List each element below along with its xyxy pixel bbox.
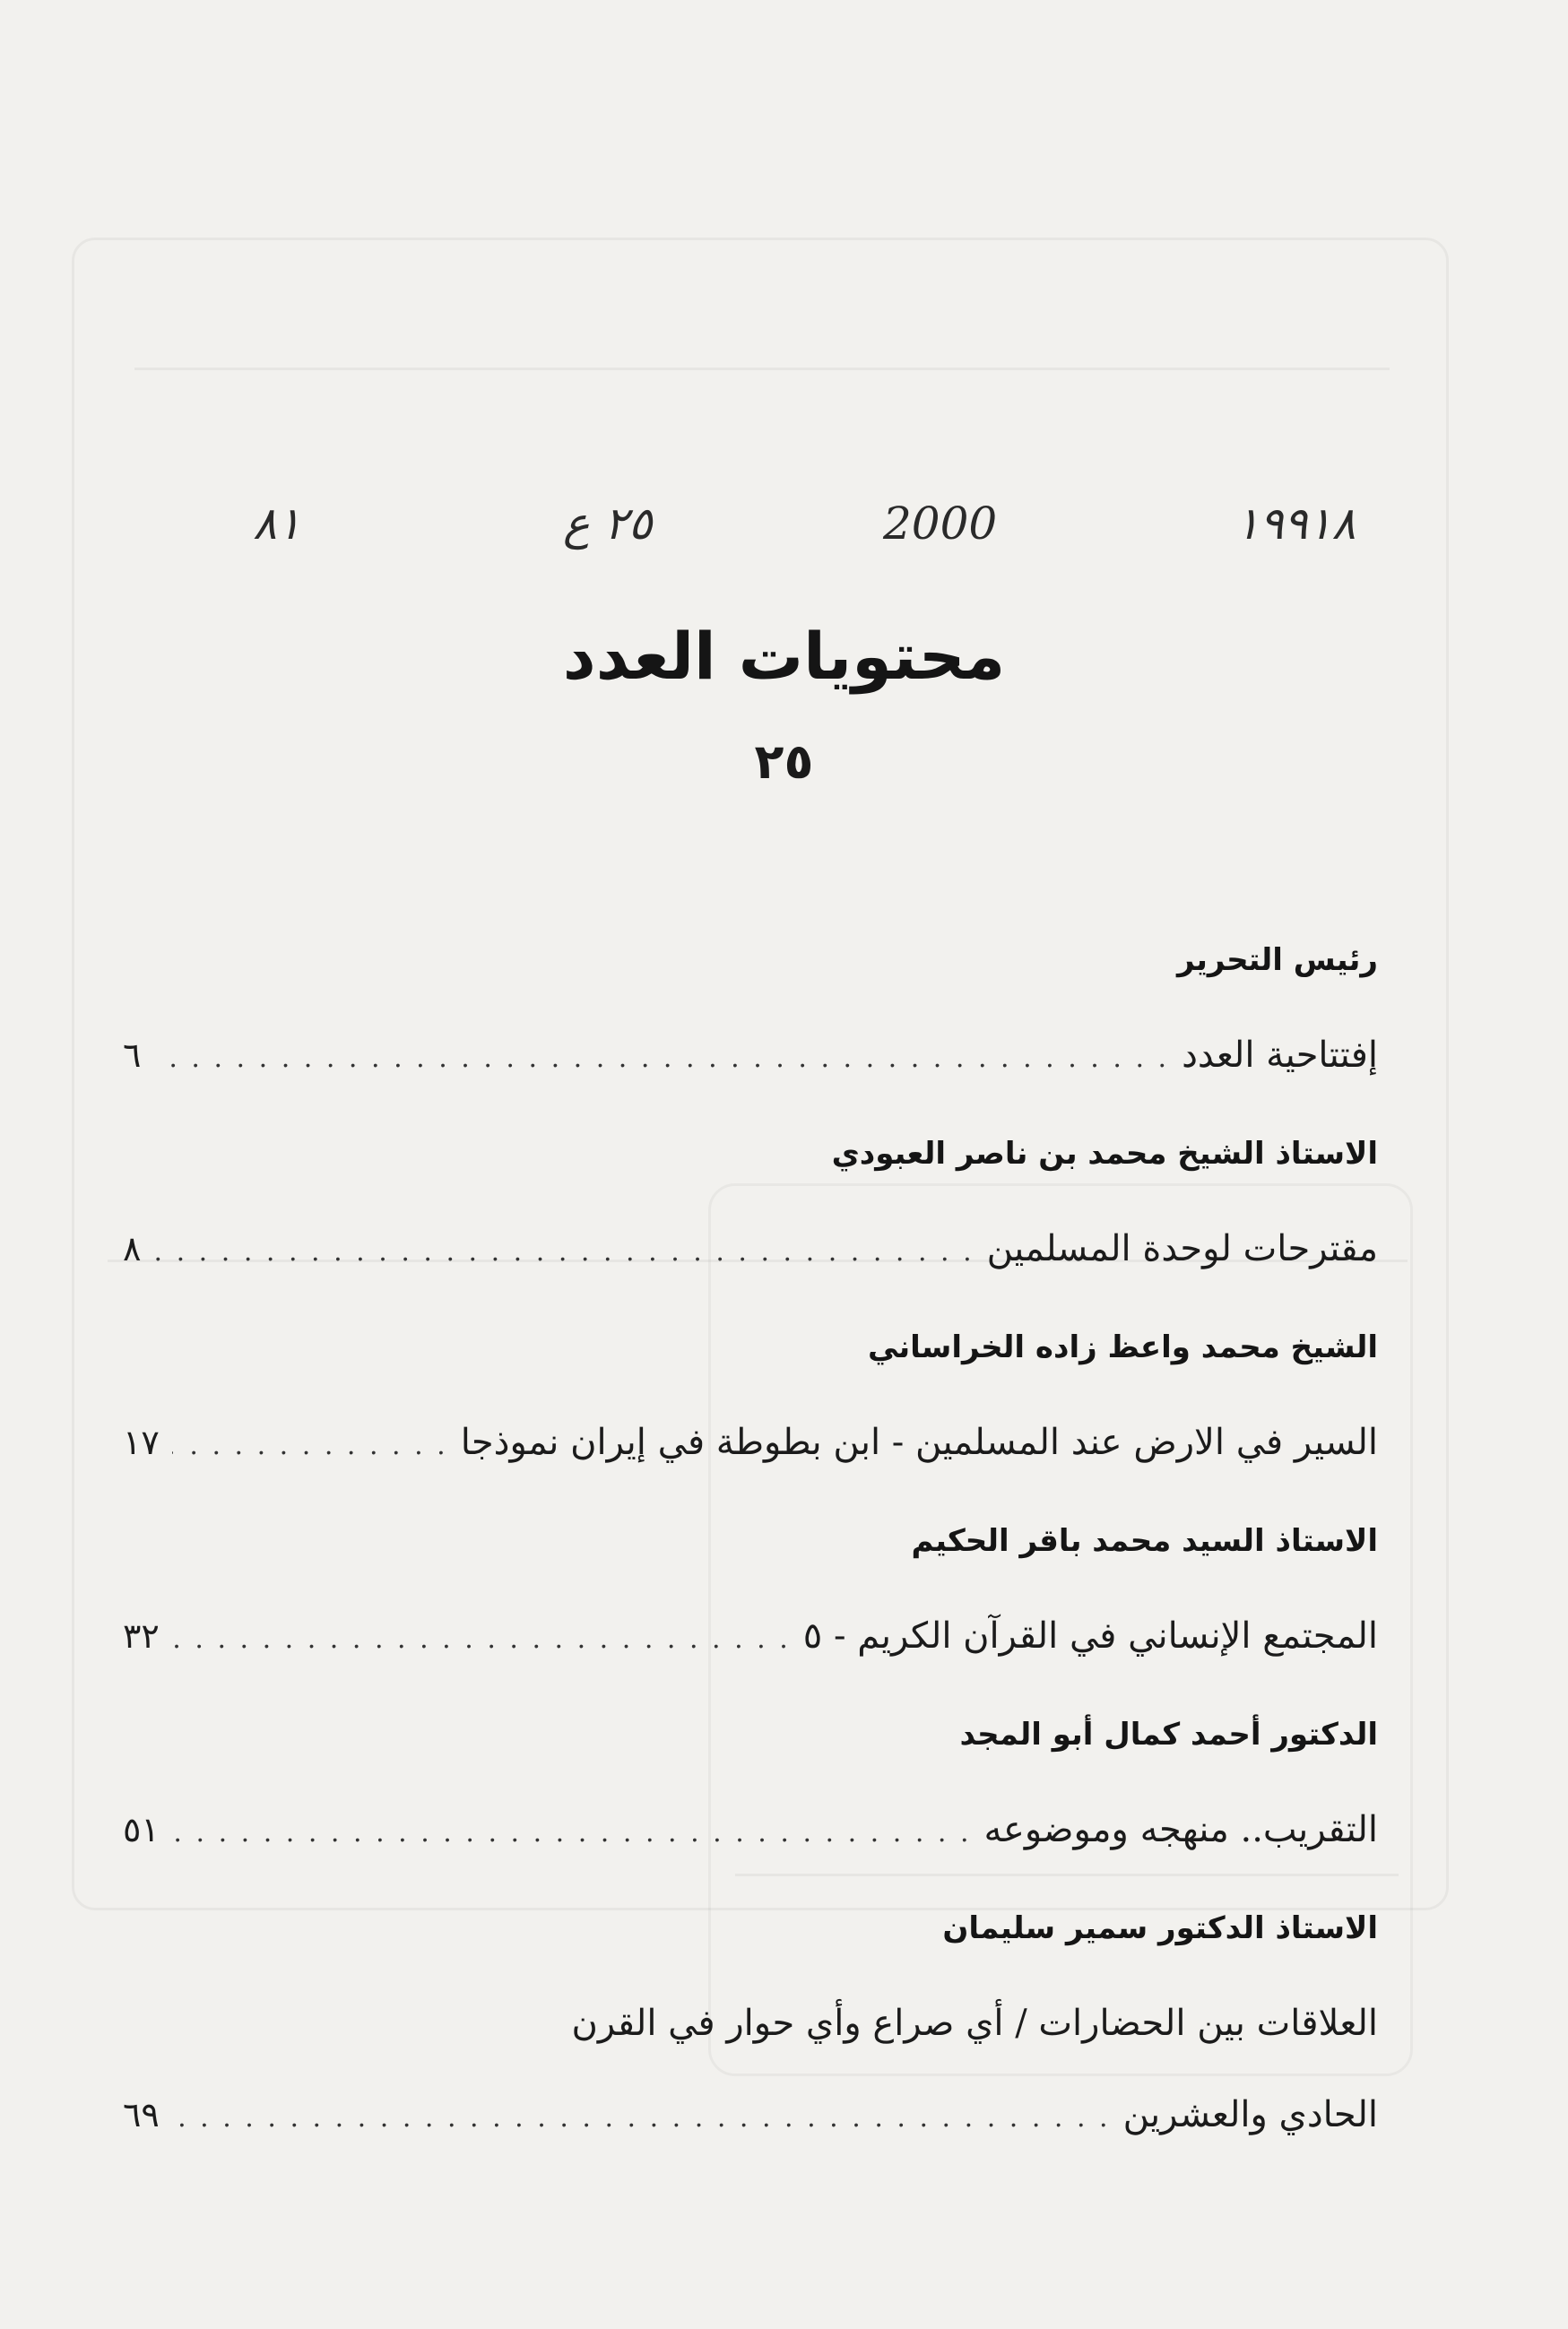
toc-entry-title: مقترحات لوحدة المسلمين	[986, 1228, 1378, 1269]
toc-entry[interactable]	[123, 1221, 1378, 1277]
toc-entry-title: الحادي والعشرين	[1122, 2094, 1378, 2135]
toc-entry-title: التقريب.. منهجه وموضوعه	[983, 1809, 1378, 1850]
handwritten-volume: ٢٥ ع	[563, 498, 653, 550]
toc-entry[interactable]	[123, 2087, 1378, 2143]
toc-entry[interactable]	[123, 1608, 1378, 1664]
handwritten-code: ١٩٩١٨	[1235, 498, 1356, 550]
toc-author: الشيخ محمد واعظ زاده الخراساني	[867, 1329, 1378, 1365]
toc-author: الاستاذ الشيخ محمد بن ناصر العبودي	[831, 1136, 1378, 1172]
leader-dots	[172, 2091, 1111, 2146]
toc-entry-title-line[interactable]: العلاقات بين الحضارات / أي صراع وأي حوار في القرن	[571, 2003, 1378, 2044]
bleed-through-line	[134, 368, 1390, 370]
toc-author: الاستاذ السيد محمد باقر الحكيم	[911, 1523, 1378, 1559]
handwritten-ref: ٨١	[253, 498, 301, 550]
toc-page-number: ٦	[123, 1035, 142, 1075]
toc-page-number: ٥١	[123, 1810, 160, 1849]
toc-page-number: ١٧	[123, 1423, 160, 1462]
toc-page-number: ٣٢	[123, 1616, 160, 1656]
leader-dots	[172, 1805, 972, 1861]
handwritten-year: 2000	[883, 498, 998, 550]
toc-entry-title: إفتتاحية العدد	[1182, 1035, 1378, 1076]
toc-entry[interactable]	[123, 1415, 1378, 1470]
page-title: محتويات العدد	[562, 619, 1006, 694]
leader-dots	[172, 1418, 448, 1474]
toc-page-number: ٨	[123, 1229, 142, 1268]
toc-entry[interactable]	[123, 1027, 1378, 1083]
toc-entry-title: السير في الارض عند المسلمين - ابن بطوطة في إيران نموذجا	[460, 1422, 1378, 1463]
toc-author: رئيس التحرير	[1177, 942, 1378, 978]
table-of-contents	[123, 932, 1378, 2186]
toc-author: الاستاذ الدكتور سمير سليمان	[942, 1910, 1378, 1946]
issue-number: ٢٥	[754, 733, 814, 790]
toc-author: الدكتور أحمد كمال أبو المجد	[959, 1717, 1378, 1753]
leader-dots	[153, 1031, 1169, 1087]
toc-page-number: ٦٩	[123, 2095, 160, 2134]
toc-entry[interactable]	[123, 1802, 1378, 1857]
toc-entry-title: المجتمع الإنساني في القرآن الكريم - ٥	[802, 1615, 1378, 1657]
leader-dots	[153, 1225, 974, 1280]
leader-dots	[172, 1612, 791, 1667]
